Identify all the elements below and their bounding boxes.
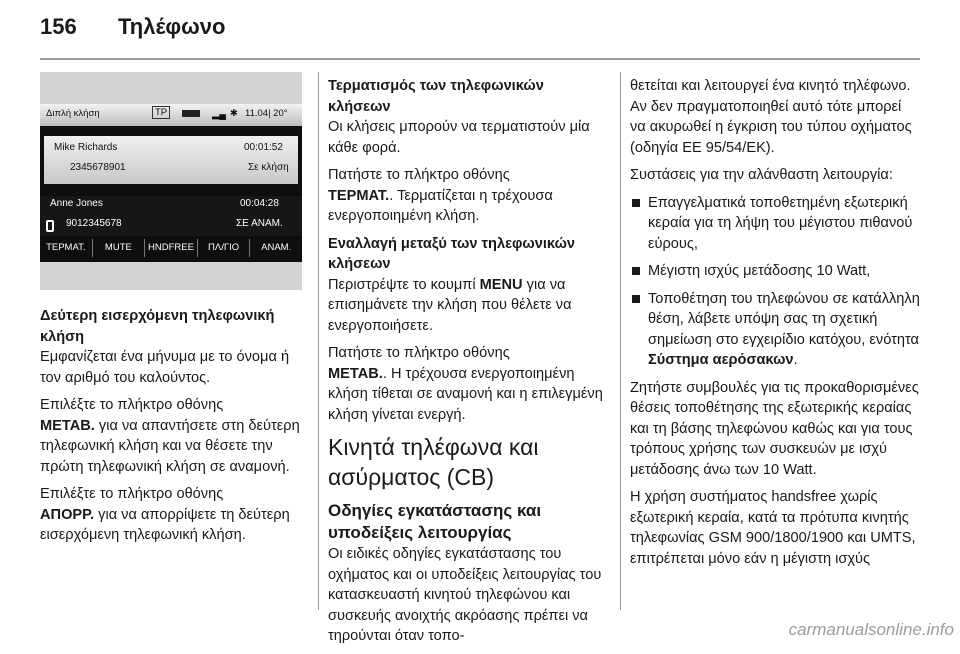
bullet-antenna: Επαγγελματικά τοποθετημένη εξωτερική κεραία για τη λήψη του μέγιστου πιθανού εύρους, <box>630 193 920 255</box>
softkey-bar <box>40 239 302 257</box>
para-caller-message: Εμφανίζεται ένα μήνυμα με το όνομα ή τον αριθμό του καλούντος. <box>40 349 290 386</box>
call1-number: 2345678901 <box>70 162 126 173</box>
para-switch-answer: Επιλέξτε το πλήκτρο οθόνης ΜΕΤΑΒ. για να απαντήσετε στη δεύτερη τηλεφωνική κλήση και να θέσετε την πρώτη τηλεφωνική κλήση σε αναμονή. <box>40 397 300 475</box>
call1-name: Mike Richards <box>54 142 118 153</box>
display-screen <box>40 104 302 262</box>
heading-second-call: Δεύτερη εισερχόμενη τηλεφωνική κλήση <box>40 308 275 345</box>
para-end-one: Οι κλήσεις μπορούν να τερματιστούν μία κάθε φορά. <box>328 119 590 156</box>
column-divider-1 <box>318 72 319 610</box>
heading-mobile-cb: Κινητά τηλέφωνα και ασύρματος (CB) <box>328 434 539 490</box>
page-title: Τηλέφωνο <box>118 14 226 39</box>
display-status-bar <box>40 104 302 126</box>
battery-icon <box>182 110 200 117</box>
display-title: Διπλή κλήση <box>46 108 100 119</box>
softkey-mute: MUTE <box>92 239 145 257</box>
bullet-placement: Τοποθέτηση του τηλεφώνου σε κατάλληλη θέση, λάβετε υπόψη σας τη σχετική σημείωση στο εγχειρίδιο κατόχου, ενότητα Σύστημα αερόσακων. <box>630 289 920 371</box>
active-call-panel <box>44 136 298 184</box>
softkey-keypad: ΠΛ/ΓΙΟ <box>197 239 250 257</box>
para-rotate-menu: Περιστρέψτε το κουμπί MENU για να επισημάνετε την κλήση που θέλετε να ενεργοποιήσετε. <box>328 276 572 334</box>
call1-time: 00:01:52 <box>244 142 283 153</box>
phone-icon <box>46 220 54 232</box>
call1-status: Σε κλήση <box>248 162 289 173</box>
softkey-end: ΤΕΡΜΑΤ. <box>46 242 86 253</box>
column-divider-2 <box>620 72 621 610</box>
call2-status: ΣΕ ΑΝΑΜ. <box>236 218 283 229</box>
column-3 <box>630 76 920 576</box>
clock: 11.04| 20° <box>245 108 288 119</box>
call2-time: 00:04:28 <box>240 198 279 209</box>
para-handsfree: Η χρήση συστήματος handsfree χωρίς εξωτερική κεραία, κατά τα πρότυπα κινητής τηλεφωνίας GSM 900/1800/1900 και UMTS, επιτρέπεται μόνο εάν η μέγιστη ισχύς <box>630 489 916 567</box>
heading-switch-calls: Εναλλαγή μεταξύ των τηλεφωνικών κλήσεων <box>328 235 576 272</box>
para-switch-key: Πατήστε το πλήκτρο οθόνης ΜΕΤΑΒ.. Η τρέχουσα ενεργοποιημένη κλήση τίθεται σε αναμονή και η επιλεγμένη κλήση γίνεται ενεργή. <box>328 345 603 423</box>
bluetooth-icon: ✱ <box>230 108 238 119</box>
para-end-key: Πατήστε το πλήκτρο οθόνης ΤΕΡΜΑΤ.. Τερματίζεται η τρέχουσα ενεργοποιημένη κλήση. <box>328 167 553 224</box>
column-2 <box>328 76 610 654</box>
held-call-panel <box>40 196 302 236</box>
bullet-icon <box>632 295 640 303</box>
heading-installation: Οδηγίες εγκατάστασης και υποδείξεις λειτουργίας <box>328 501 542 542</box>
page-header <box>40 14 225 40</box>
call2-number: 9012345678 <box>66 218 122 229</box>
tp-badge: TP <box>152 106 170 119</box>
softkey-handsfree: HNDFREE <box>144 239 197 257</box>
bullet-icon <box>632 199 640 207</box>
heading-end-calls: Τερματισμός των τηλεφωνικών κλήσεων <box>328 78 544 115</box>
bullet-icon <box>632 267 640 275</box>
para-advice: Ζητήστε συμβουλές για τις προκαθορισμένες θέσεις τοποθέτησης της εξωτερικής κεραίας και τη βάσης τηλεφώνου καθώς και για τους τρόπους χρήσης των συσκευών με ισχύ μετάδοσης άνω των 10 Watt. <box>630 379 919 478</box>
watermark: carmanualsonline.info <box>788 620 954 639</box>
para-reject: Επιλέξτε το πλήκτρο οθόνης ΑΠΟΡΡ. για να απορρίψετε τη δεύτερη εισερχόμενη τηλεφωνική κλήση. <box>40 486 290 543</box>
page-number: 156 <box>40 14 77 39</box>
header-rule <box>40 58 920 60</box>
para-continued: θετείται και λειτουργεί ένα κινητό τηλέφωνο. Αν δεν πραγματοποιηθεί αυτό τότε μπορεί να ακυρωθεί η έγκριση του τύπου οχήματος (οδηγία ΕΕ 95/54/ΕΚ). <box>630 78 912 156</box>
call2-name: Anne Jones <box>50 198 103 209</box>
column-1 <box>40 306 304 553</box>
signal-icon: ▂▄ <box>212 109 227 120</box>
bullet-power: Μέγιστη ισχύς μετάδοσης 10 Watt, <box>630 261 920 282</box>
para-installation: Οι ειδικές οδηγίες εγκατάστασης του οχήματος και οι υποδείξεις λειτουργίας του κατασκευαστή κινητού τηλεφώνου και συσκευής ανοιχτής ακρόασης πρέπει να τηρούνται όταν τοπο- <box>328 546 602 644</box>
softkey-hold: ΑΝΑΜ. <box>249 239 302 257</box>
para-recommendations: Συστάσεις για την αλάνθαστη λειτουργία: <box>630 167 893 183</box>
